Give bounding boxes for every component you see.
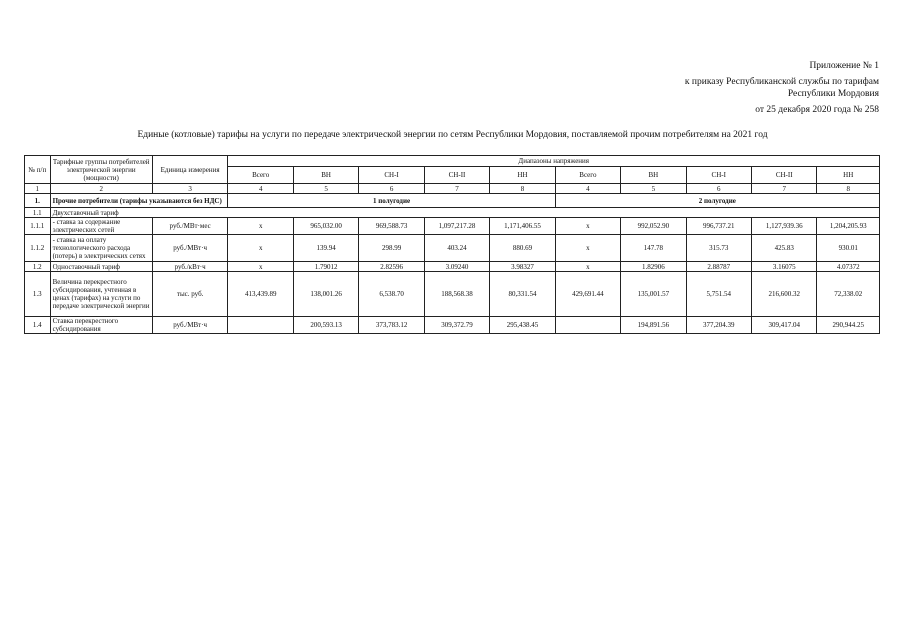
row-unit: руб./МВт·мес — [152, 218, 228, 235]
value-cell: х — [555, 235, 620, 262]
value-cell: 429,691.44 — [555, 272, 620, 317]
row-unit: руб./МВт·ч — [152, 235, 228, 262]
header-group: Тарифные группы потребителей электрической энергии (мощности) — [50, 156, 152, 184]
value-cell: 188,568.38 — [424, 272, 489, 317]
value-cell: 930.01 — [817, 235, 880, 262]
value-cell: 373,783.12 — [359, 317, 424, 334]
value-cell: 1,171,406.55 — [490, 218, 555, 235]
tariff-table — [24, 155, 880, 334]
value-cell: 403.24 — [424, 235, 489, 262]
value-cell: 3.09240 — [424, 262, 489, 272]
voltage-col: СН-I — [359, 167, 424, 184]
value-cell: 147.78 — [621, 235, 686, 262]
row-name: Одноставочный тариф — [50, 262, 152, 272]
section-row — [25, 194, 880, 208]
value-cell: 425.83 — [751, 235, 816, 262]
index-cell: 1 — [25, 184, 51, 194]
subsection-row — [25, 208, 880, 218]
row-name: - ставка на оплату технологического расхода (потерь) в электрических сетях — [50, 235, 152, 262]
row-no: 1.4 — [25, 317, 51, 334]
order-authority: Республики Мордовия — [787, 89, 879, 99]
value-cell: 413,439.89 — [228, 272, 293, 317]
value-cell: 996,737.21 — [686, 218, 751, 235]
index-cell: 6 — [686, 184, 751, 194]
value-cell: 3.16075 — [751, 262, 816, 272]
index-cell: 6 — [359, 184, 424, 194]
value-cell: 200,593.13 — [293, 317, 358, 334]
value-cell: 880.69 — [490, 235, 555, 262]
appendix-header — [685, 60, 879, 116]
appendix-number: Приложение № 1 — [809, 61, 879, 71]
table-row — [25, 218, 880, 235]
value-cell — [555, 317, 620, 334]
row-name: - ставка за содержание электрических сетей — [50, 218, 152, 235]
value-cell: 965,032.00 — [293, 218, 358, 235]
table-row — [25, 262, 880, 272]
row-unit: руб./кВт·ч — [152, 262, 228, 272]
value-cell: 992,052.90 — [621, 218, 686, 235]
value-cell: 1,204,205.93 — [817, 218, 880, 235]
table-row — [25, 235, 880, 262]
index-cell: 3 — [152, 184, 228, 194]
half-year-1: 1 полугодие — [228, 194, 555, 208]
table-row — [25, 317, 880, 334]
subsection-no: 1.1 — [25, 208, 51, 218]
voltage-col: СН-I — [686, 167, 751, 184]
row-no: 1.1.2 — [25, 235, 51, 262]
value-cell: 139.94 — [293, 235, 358, 262]
value-cell: 295,438.45 — [490, 317, 555, 334]
row-no: 1.3 — [25, 272, 51, 317]
row-name: Ставка перекрестного субсидирования — [50, 317, 152, 334]
value-cell: 1.82906 — [621, 262, 686, 272]
voltage-col: ВН — [621, 167, 686, 184]
voltage-col: Всего — [555, 167, 620, 184]
value-cell: 1,127,939.36 — [751, 218, 816, 235]
section-name: Прочие потребители (тарифы указываются без НДС) — [50, 194, 228, 208]
table-row — [25, 272, 880, 317]
voltage-col: ВН — [293, 167, 358, 184]
value-cell: 6,538.70 — [359, 272, 424, 317]
value-cell: 377,204.39 — [686, 317, 751, 334]
value-cell: 138,001.26 — [293, 272, 358, 317]
index-cell: 4 — [555, 184, 620, 194]
value-cell: х — [555, 218, 620, 235]
half-year-2: 2 полугодие — [555, 194, 879, 208]
value-cell: 5,751.54 — [686, 272, 751, 317]
value-cell: 80,331.54 — [490, 272, 555, 317]
value-cell: 309,372.79 — [424, 317, 489, 334]
voltage-col: СН-II — [424, 167, 489, 184]
index-cell: 8 — [490, 184, 555, 194]
header-no: № п/п — [25, 156, 51, 184]
voltage-col: НН — [817, 167, 880, 184]
index-cell: 8 — [817, 184, 880, 194]
value-cell: 72,338.02 — [817, 272, 880, 317]
voltage-col: Всего — [228, 167, 293, 184]
value-cell: 135,001.57 — [621, 272, 686, 317]
row-no: 1.2 — [25, 262, 51, 272]
value-cell: 2.88787 — [686, 262, 751, 272]
value-cell: х — [228, 235, 293, 262]
value-cell: х — [228, 262, 293, 272]
value-cell: 2.82596 — [359, 262, 424, 272]
value-cell: 4.07372 — [817, 262, 880, 272]
value-cell: 216,600.32 — [751, 272, 816, 317]
row-unit: руб./МВт·ч — [152, 317, 228, 334]
section-no: 1. — [25, 194, 51, 208]
value-cell: 969,588.73 — [359, 218, 424, 235]
value-cell: 1.79012 — [293, 262, 358, 272]
row-name: Величина перекрестного субсидирования, учтенная в ценах (тарифах) на услуги по передаче электрической энергии — [50, 272, 152, 317]
value-cell: х — [555, 262, 620, 272]
order-reference: к приказу Республиканской службы по тарифам — [684, 77, 879, 87]
index-cell: 5 — [293, 184, 358, 194]
value-cell — [228, 317, 293, 334]
value-cell: 194,891.56 — [621, 317, 686, 334]
row-no: 1.1.1 — [25, 218, 51, 235]
value-cell: 315.73 — [686, 235, 751, 262]
voltage-col: НН — [490, 167, 555, 184]
row-unit: тыс. руб. — [152, 272, 228, 317]
index-cell: 2 — [50, 184, 152, 194]
header-voltage: Диапазоны напряжения — [228, 156, 880, 167]
index-cell: 7 — [424, 184, 489, 194]
value-cell: 290,944.25 — [817, 317, 880, 334]
subsection-name: Двухставочный тариф — [50, 208, 879, 218]
value-cell: 298.99 — [359, 235, 424, 262]
value-cell: 3.98327 — [490, 262, 555, 272]
order-date: от 25 декабря 2020 года № 258 — [755, 105, 879, 115]
index-cell: 4 — [228, 184, 293, 194]
index-cell: 7 — [751, 184, 816, 194]
header-unit: Единица измерения — [152, 156, 228, 184]
voltage-col: СН-II — [751, 167, 816, 184]
value-cell: 1,097,217.28 — [424, 218, 489, 235]
document-title: Единые (котловые) тарифы на услуги по передаче электрической энергии по сетям Республики Мордовия, поставляемой прочим потребителям на 2021 год — [137, 130, 768, 140]
value-cell: 309,417.04 — [751, 317, 816, 334]
index-cell: 5 — [621, 184, 686, 194]
value-cell: х — [228, 218, 293, 235]
index-row — [25, 184, 880, 194]
